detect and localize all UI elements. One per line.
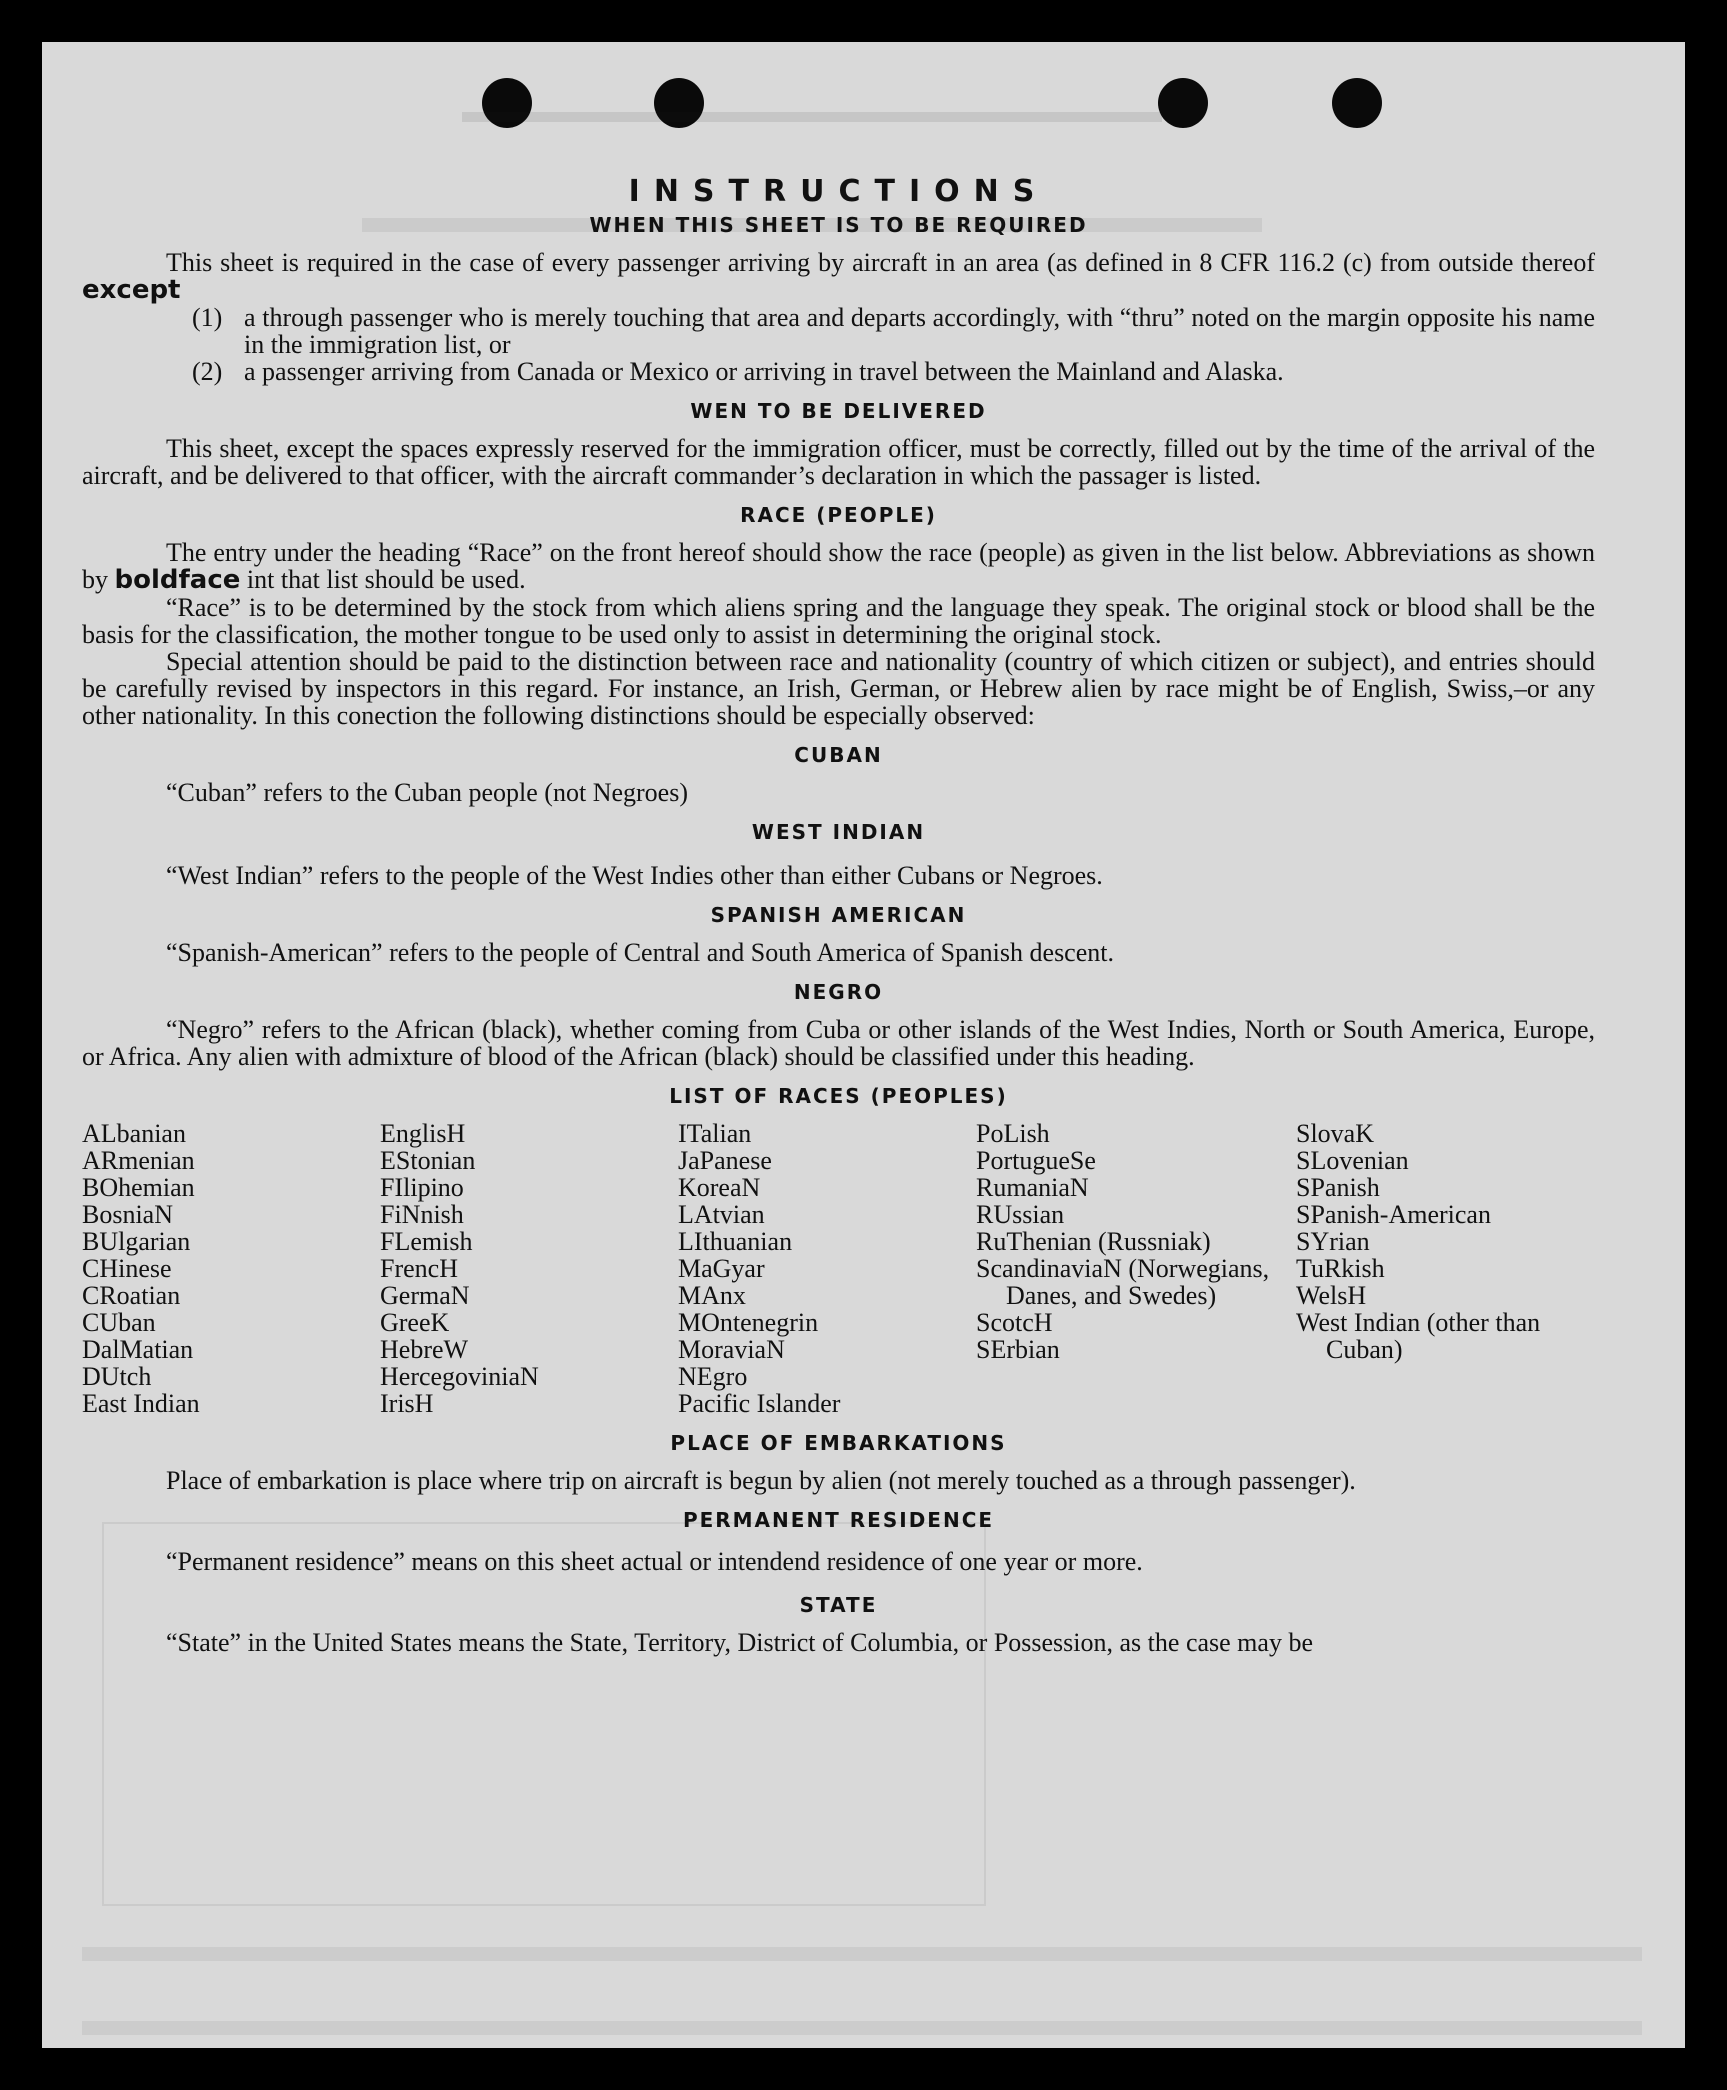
race-entry: KoreaN [678, 1173, 761, 1202]
race-text: The entry under the heading “Race” on the front hereof should show the race (people) as given in the list below. Abbreviations as shown by [82, 538, 1595, 594]
race-entry: ScotcH [976, 1308, 1053, 1337]
page-title: INSTRUCTIONS [628, 174, 1049, 209]
item-text: a passenger arriving from Canada or Mexico or arriving in travel between the Mainland and Alaska. [244, 357, 1284, 386]
race-entry: SPanish [1296, 1173, 1380, 1202]
race-entry: BosniaN [82, 1200, 173, 1229]
races-column [678, 1120, 976, 1417]
race-entry: CHinese [82, 1254, 172, 1283]
race-entry: ARmenian [82, 1146, 195, 1175]
races-column [1296, 1120, 1546, 1417]
race-entry: SLovenian [1296, 1146, 1409, 1175]
race-entry: ITalian [678, 1119, 752, 1148]
race-entry: SErbian [976, 1335, 1060, 1364]
race-entry: SYrian [1296, 1227, 1370, 1256]
west-indian-paragraph: “West Indian” refers to the people of the West Indies other than either Cubans or Negroes. [166, 861, 1103, 890]
state-paragraph: “State” in the United States means the State, Territory, District of Columbia, or Possession, as the case may be [166, 1628, 1313, 1657]
race-paragraph [82, 539, 1595, 594]
race-entry: FrencH [380, 1254, 458, 1283]
race-entry: JaPanese [678, 1146, 772, 1175]
race-entry: WelsH [1296, 1281, 1367, 1310]
section-heading: WEN TO BE DELIVERED [690, 399, 987, 423]
punch-hole-icon [1158, 78, 1208, 128]
race-entry: TuRkish [1296, 1254, 1385, 1283]
section-heading: SPANISH AMERICAN [710, 903, 967, 927]
race-entry: EnglisH [380, 1119, 466, 1148]
race-entry: ScandinaviaN (Norwegians, Danes, and Swedes) [976, 1254, 1270, 1310]
section-heading: WEST INDIAN [751, 820, 926, 844]
race-entry: MAnx [678, 1281, 746, 1310]
race-entry: PortugueSe [976, 1146, 1096, 1175]
except-label: except [82, 275, 181, 305]
bleed-through-texture [82, 1947, 1642, 2035]
race-entry: RUssian [976, 1200, 1065, 1229]
races-column [82, 1120, 380, 1417]
race-entry: FIlipino [380, 1173, 464, 1202]
section-heading: LIST OF RACES (PEOPLES) [669, 1084, 1008, 1108]
cuban-paragraph: “Cuban” refers to the Cuban people (not Negroes) [166, 778, 688, 807]
negro-paragraph: “Negro” refers to the African (black), whether coming from Cuba or other islands of the West Indies, North or South America, Europe, or Africa. Any alien with admixture of blood of the African (black) should be classified under this heading. [82, 1015, 1595, 1071]
requirement-paragraph [82, 249, 1595, 304]
race-entry: LIthuanian [678, 1227, 793, 1256]
race-entry: HebreW [380, 1335, 469, 1364]
race-entry: GreeK [380, 1308, 450, 1337]
race-entry: NEgro [678, 1362, 748, 1391]
delivery-paragraph: This sheet, except the spaces expressly reserved for the immigration officer, must be correctly, filled out by the time of the arrival of the aircraft, and be delivered to that officer, with the aircraft commander’s declaration in which the passager is listed. [82, 434, 1595, 490]
races-column [976, 1120, 1296, 1417]
race-entry: LAtvian [678, 1200, 765, 1229]
document-sheet [42, 42, 1685, 2048]
race-entry: BUlgarian [82, 1227, 191, 1256]
race-entry: CUban [82, 1308, 156, 1337]
race-entry: RuThenian (Russniak) [976, 1227, 1211, 1256]
section-heading: NEGRO [793, 980, 884, 1004]
item-text: a through passenger who is merely touching that area and departs accordingly, with “thru” noted on the margin opposite his name in the immigration list, or [244, 303, 1595, 359]
race-entry: CRoatian [82, 1281, 181, 1310]
race-entry: SPanish-American [1296, 1200, 1491, 1229]
race-entry: West Indian (other than Cuban) [1296, 1308, 1541, 1364]
race-entry: Pacific Islander [678, 1389, 841, 1418]
spanish-american-paragraph: “Spanish-American” refers to the people of Central and South America of Spanish descent. [166, 938, 1114, 967]
embarkation-paragraph: Place of embarkation is place where trip on aircraft is begun by alien (not merely touched as a through passenger). [166, 1466, 1356, 1495]
section-heading: RACE (PEOPLE) [740, 503, 937, 527]
item-number: (2) [192, 357, 223, 386]
race-entry: FLemish [380, 1227, 473, 1256]
bleed-through-texture [462, 92, 1162, 122]
race-entry: IrisH [380, 1389, 434, 1418]
race-entry: MoraviaN [678, 1335, 785, 1364]
section-heading: WHEN THIS SHEET IS TO BE REQUIRED [589, 213, 1088, 237]
race-entry: GermaN [380, 1281, 470, 1310]
distinction-paragraph: Special attention should be paid to the distinction between race and nationality (country of which citizen or subject), and entries should be carefully revised by inspectors in this regard. For instance, an Irish, German, or Hebrew alien by race might be of English, Swiss,–or any other nationality. In this conection the following distinctions should be especially observed: [82, 647, 1595, 730]
race-entry: MaGyar [678, 1254, 765, 1283]
section-heading: CUBAN [794, 743, 883, 767]
instructions-content [82, 174, 1595, 1656]
race-text-end: int that list should be used. [240, 565, 526, 594]
list-item [192, 358, 1595, 385]
race-entry: ALbanian [82, 1119, 186, 1148]
race-entry: HercegoviniaN [380, 1362, 539, 1391]
requirement-text: This sheet is required in the case of every passenger arriving by aircraft in an area (as defined in 8 CFR 116.2 (c) from outside thereof [166, 248, 1595, 277]
races-column [380, 1120, 678, 1417]
race-entry: FiNnish [380, 1200, 464, 1229]
item-number: (1) [192, 303, 223, 332]
residence-paragraph: “Permanent residence” means on this sheet actual or intendend residence of one year or more. [166, 1547, 1143, 1576]
race-definition-paragraph: “Race” is to be determined by the stock from which aliens spring and the language they speak. The original stock or blood shall be the basis for the classification, the mother tongue to be used only to assist in determining the original stock. [82, 593, 1595, 649]
boldface-label: boldface [114, 565, 241, 595]
section-heading: STATE [799, 1593, 878, 1617]
race-entry: BOhemian [82, 1173, 195, 1202]
race-entry: MOntenegrin [678, 1308, 819, 1337]
section-heading: PLACE OF EMBARKATIONS [670, 1431, 1007, 1455]
punch-hole-icon [1332, 78, 1382, 128]
list-item [192, 304, 1595, 358]
race-entry: SlovaK [1296, 1119, 1374, 1148]
section-heading: PERMANENT RESIDENCE [682, 1508, 995, 1532]
race-entry: East Indian [82, 1389, 200, 1418]
race-entry: DalMatian [82, 1335, 194, 1364]
race-entry: EStonian [380, 1146, 476, 1175]
races-list [82, 1120, 1595, 1417]
race-entry: RumaniaN [976, 1173, 1089, 1202]
race-entry: DUtch [82, 1362, 152, 1391]
race-entry: PoLish [976, 1119, 1050, 1148]
